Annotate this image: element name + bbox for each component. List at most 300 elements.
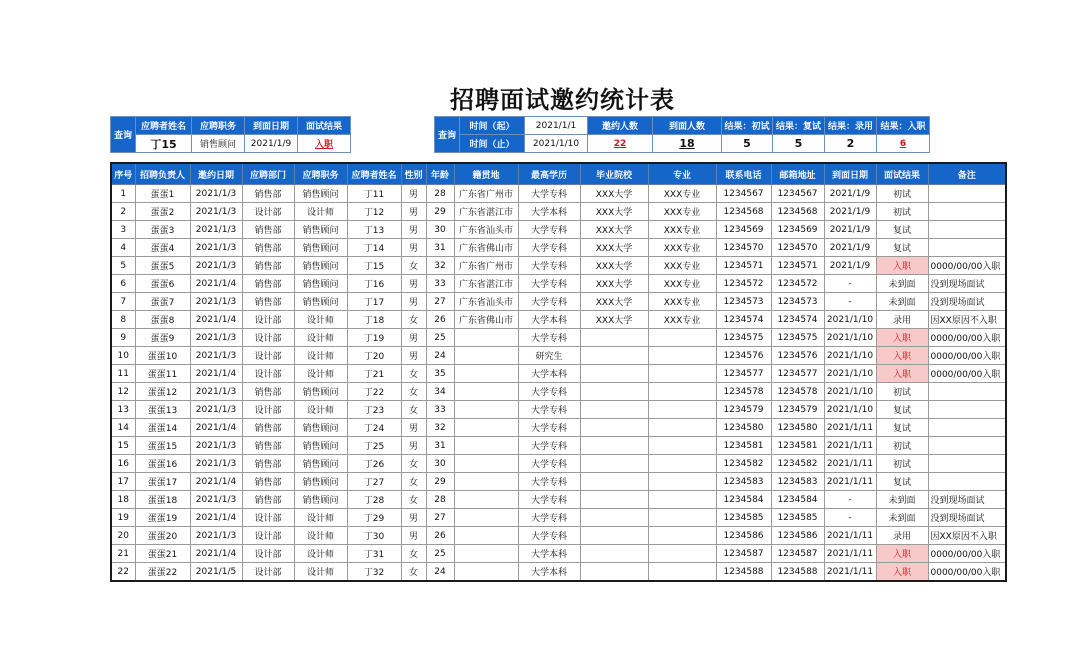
table-cell[interactable]: 销售部	[242, 491, 294, 509]
table-cell[interactable]: 蛋蛋2	[135, 203, 190, 221]
table-cell[interactable]: 1234569	[716, 221, 771, 239]
table-cell[interactable]: 男	[401, 419, 426, 437]
table-cell[interactable]: XXX大学	[580, 311, 648, 329]
table-cell[interactable]	[454, 563, 518, 582]
table-cell[interactable]: 1234579	[716, 401, 771, 419]
table-cell[interactable]: 男	[401, 347, 426, 365]
table-cell[interactable]: 1234585	[716, 509, 771, 527]
table-cell[interactable]: 复试	[876, 221, 928, 239]
table-cell[interactable]: 2021/1/10	[824, 401, 876, 419]
table-cell[interactable]: 销售顾问	[294, 239, 347, 257]
table-cell[interactable]: 32	[426, 257, 454, 275]
table-cell[interactable]: -	[824, 491, 876, 509]
table-cell[interactable]: 男	[401, 437, 426, 455]
table-cell[interactable]: 27	[426, 293, 454, 311]
table-cell[interactable]: 30	[426, 221, 454, 239]
table-cell[interactable]	[580, 437, 648, 455]
table-cell[interactable]: 28	[426, 185, 454, 203]
table-cell[interactable]: 丁21	[347, 365, 401, 383]
time-end-input[interactable]: 2021/1/10	[525, 135, 588, 153]
table-cell[interactable]: 蛋蛋16	[135, 455, 190, 473]
table-cell[interactable]: 销售顾问	[294, 383, 347, 401]
table-cell[interactable]: -	[824, 293, 876, 311]
table-cell[interactable]: 男	[401, 509, 426, 527]
table-cell[interactable]: 1234570	[716, 239, 771, 257]
table-cell[interactable]: 销售顾问	[294, 455, 347, 473]
table-cell[interactable]: 1234573	[771, 293, 824, 311]
table-cell[interactable]: 9	[111, 329, 135, 347]
table-cell[interactable]: 丁26	[347, 455, 401, 473]
table-cell[interactable]: 1234580	[716, 419, 771, 437]
table-cell[interactable]: XXX大学	[580, 185, 648, 203]
table-cell[interactable]: 丁20	[347, 347, 401, 365]
table-cell[interactable]: 大学本科	[518, 311, 580, 329]
table-cell[interactable]: 26	[426, 527, 454, 545]
table-cell[interactable]: 女	[401, 257, 426, 275]
table-cell[interactable]: 1	[111, 185, 135, 203]
table-cell[interactable]	[580, 473, 648, 491]
table-cell[interactable]: 销售顾问	[294, 275, 347, 293]
table-cell[interactable]: 销售顾问	[294, 185, 347, 203]
table-cell[interactable]: 设计师	[294, 365, 347, 383]
table-cell[interactable]	[648, 347, 716, 365]
table-cell[interactable]: 1234584	[771, 491, 824, 509]
table-cell[interactable]: 设计师	[294, 401, 347, 419]
table-cell[interactable]: 1234578	[771, 383, 824, 401]
table-cell[interactable]: 29	[426, 473, 454, 491]
table-cell[interactable]: 4	[111, 239, 135, 257]
table-cell[interactable]	[454, 491, 518, 509]
table-cell[interactable]: 大学专科	[518, 329, 580, 347]
table-cell[interactable]: XXX大学	[580, 203, 648, 221]
table-cell[interactable]: 未到面	[876, 491, 928, 509]
table-cell[interactable]: 13	[111, 401, 135, 419]
table-cell[interactable]: 销售部	[242, 275, 294, 293]
table-cell[interactable]: 1234574	[716, 311, 771, 329]
table-cell[interactable]	[928, 221, 1006, 239]
table-cell[interactable]: 2021/1/3	[190, 293, 242, 311]
table-cell[interactable]: 蛋蛋6	[135, 275, 190, 293]
table-cell[interactable]: 0000/00/00入职	[928, 365, 1006, 383]
table-cell[interactable]: XXX大学	[580, 293, 648, 311]
table-cell[interactable]: 0000/00/00入职	[928, 545, 1006, 563]
table-cell[interactable]: 5	[111, 257, 135, 275]
table-cell[interactable]: 2021/1/3	[190, 257, 242, 275]
table-cell[interactable]: 男	[401, 293, 426, 311]
table-cell[interactable]	[580, 383, 648, 401]
table-cell[interactable]: 初试	[876, 203, 928, 221]
table-cell[interactable]: XXX专业	[648, 221, 716, 239]
table-cell[interactable]: 蛋蛋19	[135, 509, 190, 527]
table-cell[interactable]: 蛋蛋4	[135, 239, 190, 257]
table-cell[interactable]: 2021/1/9	[824, 257, 876, 275]
table-cell[interactable]	[928, 437, 1006, 455]
table-cell[interactable]: 2021/1/10	[824, 347, 876, 365]
table-cell[interactable]: 2021/1/3	[190, 203, 242, 221]
table-cell[interactable]: 销售部	[242, 383, 294, 401]
table-cell[interactable]: 2021/1/3	[190, 401, 242, 419]
query-input-name[interactable]: 丁15	[136, 135, 192, 153]
table-cell[interactable]: XXX专业	[648, 311, 716, 329]
table-cell[interactable]: 2021/1/11	[824, 527, 876, 545]
table-cell[interactable]: XXX大学	[580, 239, 648, 257]
table-cell[interactable]: 销售部	[242, 455, 294, 473]
table-cell[interactable]	[454, 545, 518, 563]
table-cell[interactable]: 未到面	[876, 293, 928, 311]
table-cell[interactable]: 8	[111, 311, 135, 329]
table-cell[interactable]: 大学专科	[518, 275, 580, 293]
table-cell[interactable]	[648, 401, 716, 419]
table-cell[interactable]: 女	[401, 491, 426, 509]
table-cell[interactable]: 复试	[876, 419, 928, 437]
table-cell[interactable]: 设计部	[242, 365, 294, 383]
table-cell[interactable]: 3	[111, 221, 135, 239]
table-cell[interactable]: 广东省湛江市	[454, 275, 518, 293]
table-cell[interactable]: XXX大学	[580, 275, 648, 293]
table-cell[interactable]	[928, 185, 1006, 203]
table-cell[interactable]: 24	[426, 563, 454, 582]
table-cell[interactable]: 设计师	[294, 203, 347, 221]
table-cell[interactable]: 大学专科	[518, 383, 580, 401]
table-cell[interactable]: 初试	[876, 383, 928, 401]
table-cell[interactable]: 设计部	[242, 509, 294, 527]
table-cell[interactable]: 2021/1/10	[824, 383, 876, 401]
table-cell[interactable]: 1234576	[716, 347, 771, 365]
table-cell[interactable]: 没到现场面试	[928, 509, 1006, 527]
table-cell[interactable]: 入职	[876, 257, 928, 275]
table-cell[interactable]: 男	[401, 527, 426, 545]
table-cell[interactable]: 男	[401, 203, 426, 221]
table-cell[interactable]: 35	[426, 365, 454, 383]
table-cell[interactable]: 复试	[876, 473, 928, 491]
table-cell[interactable]: 大学专科	[518, 527, 580, 545]
table-cell[interactable]: 30	[426, 455, 454, 473]
table-cell[interactable]	[580, 455, 648, 473]
table-cell[interactable]: 销售部	[242, 473, 294, 491]
table-cell[interactable]: 大学本科	[518, 563, 580, 582]
table-cell[interactable]: 初试	[876, 185, 928, 203]
table-cell[interactable]: 蛋蛋17	[135, 473, 190, 491]
table-cell[interactable]: 大学专科	[518, 239, 580, 257]
table-cell[interactable]: XXX专业	[648, 203, 716, 221]
table-cell[interactable]: 蛋蛋21	[135, 545, 190, 563]
table-cell[interactable]: 设计师	[294, 509, 347, 527]
table-cell[interactable]: 女	[401, 365, 426, 383]
table-cell[interactable]: 31	[426, 437, 454, 455]
table-cell[interactable]	[648, 365, 716, 383]
table-cell[interactable]: 广东省湛江市	[454, 203, 518, 221]
table-cell[interactable]: 31	[426, 239, 454, 257]
table-cell[interactable]	[648, 383, 716, 401]
table-cell[interactable]: 蛋蛋15	[135, 437, 190, 455]
table-cell[interactable]: 33	[426, 275, 454, 293]
table-cell[interactable]: 设计师	[294, 347, 347, 365]
table-cell[interactable]: 33	[426, 401, 454, 419]
table-cell[interactable]: 未到面	[876, 275, 928, 293]
table-cell[interactable]: 丁14	[347, 239, 401, 257]
table-cell[interactable]: 1234586	[771, 527, 824, 545]
table-cell[interactable]: 丁15	[347, 257, 401, 275]
table-cell[interactable]: 设计部	[242, 311, 294, 329]
table-cell[interactable]: 大学专科	[518, 185, 580, 203]
table-cell[interactable]: 2021/1/4	[190, 473, 242, 491]
table-cell[interactable]: 因XX原因不入职	[928, 527, 1006, 545]
table-cell[interactable]	[580, 347, 648, 365]
table-cell[interactable]	[648, 563, 716, 582]
table-cell[interactable]: 2021/1/11	[824, 545, 876, 563]
table-cell[interactable]: 2021/1/3	[190, 527, 242, 545]
table-cell[interactable]: 丁18	[347, 311, 401, 329]
table-cell[interactable]: 1234587	[771, 545, 824, 563]
table-cell[interactable]: 2021/1/11	[824, 437, 876, 455]
table-cell[interactable]: 2021/1/4	[190, 311, 242, 329]
table-cell[interactable]: 广东省汕头市	[454, 293, 518, 311]
table-cell[interactable]: 2021/1/10	[824, 311, 876, 329]
table-cell[interactable]: 大学本科	[518, 203, 580, 221]
table-cell[interactable]: 1234585	[771, 509, 824, 527]
table-cell[interactable]: 设计部	[242, 401, 294, 419]
table-cell[interactable]: 12	[111, 383, 135, 401]
table-cell[interactable]: 大学专科	[518, 257, 580, 275]
table-cell[interactable]: 丁13	[347, 221, 401, 239]
table-cell[interactable]	[580, 491, 648, 509]
table-cell[interactable]: 设计师	[294, 527, 347, 545]
table-cell[interactable]: 2021/1/4	[190, 275, 242, 293]
table-cell[interactable]: 广东省广州市	[454, 257, 518, 275]
table-cell[interactable]: 设计师	[294, 311, 347, 329]
table-cell[interactable]: 2021/1/10	[824, 329, 876, 347]
table-cell[interactable]: 男	[401, 275, 426, 293]
table-cell[interactable]: 入职	[876, 545, 928, 563]
table-cell[interactable]: 1234588	[716, 563, 771, 582]
table-cell[interactable]: 广东省广州市	[454, 185, 518, 203]
table-cell[interactable]: 2021/1/3	[190, 329, 242, 347]
table-cell[interactable]	[580, 419, 648, 437]
table-cell[interactable]: 蛋蛋18	[135, 491, 190, 509]
table-cell[interactable]: 2021/1/9	[824, 203, 876, 221]
table-cell[interactable]: 女	[401, 545, 426, 563]
table-cell[interactable]: 录用	[876, 311, 928, 329]
table-cell[interactable]: 1234567	[771, 185, 824, 203]
table-cell[interactable]	[928, 419, 1006, 437]
table-cell[interactable]: -	[824, 509, 876, 527]
table-cell[interactable]: 丁25	[347, 437, 401, 455]
table-cell[interactable]: 大学专科	[518, 437, 580, 455]
table-cell[interactable]: 丁24	[347, 419, 401, 437]
table-cell[interactable]: 大学专科	[518, 401, 580, 419]
table-cell[interactable]: 丁16	[347, 275, 401, 293]
table-cell[interactable]: 2021/1/4	[190, 365, 242, 383]
table-cell[interactable]: 2021/1/9	[824, 185, 876, 203]
table-cell[interactable]	[648, 419, 716, 437]
table-cell[interactable]: 1234575	[716, 329, 771, 347]
table-cell[interactable]: 22	[111, 563, 135, 582]
table-cell[interactable]	[580, 509, 648, 527]
table-cell[interactable]	[928, 473, 1006, 491]
table-cell[interactable]: 1234571	[771, 257, 824, 275]
table-cell[interactable]: 丁17	[347, 293, 401, 311]
table-cell[interactable]: 男	[401, 185, 426, 203]
table-cell[interactable]: 设计部	[242, 329, 294, 347]
table-cell[interactable]	[580, 527, 648, 545]
table-cell[interactable]: 丁30	[347, 527, 401, 545]
table-cell[interactable]: 2021/1/3	[190, 383, 242, 401]
table-cell[interactable]: 34	[426, 383, 454, 401]
table-cell[interactable]: 15	[111, 437, 135, 455]
table-cell[interactable]: 32	[426, 419, 454, 437]
table-cell[interactable]: 2021/1/3	[190, 221, 242, 239]
table-cell[interactable]	[454, 509, 518, 527]
table-cell[interactable]: 25	[426, 545, 454, 563]
table-cell[interactable]: 销售部	[242, 437, 294, 455]
table-cell[interactable]: 1234581	[771, 437, 824, 455]
table-cell[interactable]: 设计部	[242, 347, 294, 365]
table-cell[interactable]: 7	[111, 293, 135, 311]
table-cell[interactable]: -	[824, 275, 876, 293]
table-cell[interactable]: 女	[401, 401, 426, 419]
table-cell[interactable]: 1234572	[716, 275, 771, 293]
table-cell[interactable]	[454, 365, 518, 383]
table-cell[interactable]: 销售部	[242, 419, 294, 437]
table-cell[interactable]	[648, 437, 716, 455]
table-cell[interactable]: XXX专业	[648, 293, 716, 311]
table-cell[interactable]: 丁11	[347, 185, 401, 203]
table-cell[interactable]: 销售部	[242, 221, 294, 239]
table-cell[interactable]: 录用	[876, 527, 928, 545]
table-cell[interactable]: 蛋蛋8	[135, 311, 190, 329]
table-cell[interactable]: 10	[111, 347, 135, 365]
table-cell[interactable]: 25	[426, 329, 454, 347]
table-cell[interactable]: 1234580	[771, 419, 824, 437]
table-cell[interactable]: 入职	[876, 365, 928, 383]
table-cell[interactable]: 0000/00/00入职	[928, 257, 1006, 275]
table-cell[interactable]: 销售部	[242, 239, 294, 257]
table-cell[interactable]: 男	[401, 221, 426, 239]
table-cell[interactable]	[648, 329, 716, 347]
table-cell[interactable]: 丁29	[347, 509, 401, 527]
table-cell[interactable]: 设计部	[242, 563, 294, 582]
table-cell[interactable]: 女	[401, 455, 426, 473]
table-cell[interactable]: 19	[111, 509, 135, 527]
table-cell[interactable]: 1234576	[771, 347, 824, 365]
table-cell[interactable]: 复试	[876, 239, 928, 257]
table-cell[interactable]: 丁27	[347, 473, 401, 491]
table-cell[interactable]: 1234579	[771, 401, 824, 419]
table-cell[interactable]: 因XX原因不入职	[928, 311, 1006, 329]
table-cell[interactable]: 26	[426, 311, 454, 329]
table-cell[interactable]: 0000/00/00入职	[928, 329, 1006, 347]
table-cell[interactable]: 1234583	[716, 473, 771, 491]
table-cell[interactable]: 1234587	[716, 545, 771, 563]
table-cell[interactable]: 销售顾问	[294, 293, 347, 311]
table-cell[interactable]: 蛋蛋10	[135, 347, 190, 365]
table-cell[interactable]: 1234582	[716, 455, 771, 473]
table-cell[interactable]: XXX专业	[648, 239, 716, 257]
table-cell[interactable]: 销售顾问	[294, 257, 347, 275]
table-cell[interactable]	[648, 545, 716, 563]
table-cell[interactable]: 2021/1/3	[190, 491, 242, 509]
table-cell[interactable]: 蛋蛋20	[135, 527, 190, 545]
table-cell[interactable]: 蛋蛋5	[135, 257, 190, 275]
table-cell[interactable]: 入职	[876, 563, 928, 582]
table-cell[interactable]: 1234581	[716, 437, 771, 455]
table-cell[interactable]: 丁19	[347, 329, 401, 347]
table-cell[interactable]: 1234578	[716, 383, 771, 401]
table-cell[interactable]	[454, 527, 518, 545]
table-cell[interactable]: 1234570	[771, 239, 824, 257]
table-cell[interactable]: 蛋蛋9	[135, 329, 190, 347]
table-cell[interactable]: 销售部	[242, 257, 294, 275]
table-cell[interactable]: 1234571	[716, 257, 771, 275]
table-cell[interactable]: 11	[111, 365, 135, 383]
table-cell[interactable]	[454, 473, 518, 491]
table-cell[interactable]: 设计部	[242, 545, 294, 563]
table-cell[interactable]: 丁22	[347, 383, 401, 401]
table-cell[interactable]: 16	[111, 455, 135, 473]
table-cell[interactable]	[454, 347, 518, 365]
table-cell[interactable]: 大学专科	[518, 293, 580, 311]
table-cell[interactable]	[648, 491, 716, 509]
table-cell[interactable]: 男	[401, 239, 426, 257]
table-cell[interactable]: 女	[401, 473, 426, 491]
table-cell[interactable]: 1234569	[771, 221, 824, 239]
table-cell[interactable]: 1234575	[771, 329, 824, 347]
table-cell[interactable]	[648, 455, 716, 473]
table-cell[interactable]: 蛋蛋1	[135, 185, 190, 203]
table-cell[interactable]: 21	[111, 545, 135, 563]
table-cell[interactable]: 2021/1/11	[824, 419, 876, 437]
table-cell[interactable]: 1234572	[771, 275, 824, 293]
table-cell[interactable]: 初试	[876, 455, 928, 473]
table-cell[interactable]	[454, 437, 518, 455]
table-cell[interactable]	[648, 509, 716, 527]
table-cell[interactable]: 17	[111, 473, 135, 491]
table-cell[interactable]: XXX大学	[580, 221, 648, 239]
table-cell[interactable]: 男	[401, 329, 426, 347]
table-cell[interactable]: 大学专科	[518, 509, 580, 527]
table-cell[interactable]: 广东省佛山市	[454, 311, 518, 329]
table-cell[interactable]: 0000/00/00入职	[928, 563, 1006, 582]
table-cell[interactable]: 蛋蛋12	[135, 383, 190, 401]
table-cell[interactable]: 蛋蛋3	[135, 221, 190, 239]
table-cell[interactable]: XXX专业	[648, 257, 716, 275]
table-cell[interactable]: 1234568	[716, 203, 771, 221]
table-cell[interactable]: 广东省汕头市	[454, 221, 518, 239]
table-cell[interactable]: 2	[111, 203, 135, 221]
table-cell[interactable]: 没到现场面试	[928, 275, 1006, 293]
table-cell[interactable]	[928, 401, 1006, 419]
table-cell[interactable]	[580, 365, 648, 383]
table-cell[interactable]: 1234568	[771, 203, 824, 221]
table-cell[interactable]: 女	[401, 311, 426, 329]
table-cell[interactable]	[928, 203, 1006, 221]
table-cell[interactable]: 没到现场面试	[928, 491, 1006, 509]
table-cell[interactable]: 丁32	[347, 563, 401, 582]
table-cell[interactable]: 销售顾问	[294, 221, 347, 239]
table-cell[interactable]: 蛋蛋22	[135, 563, 190, 582]
table-cell[interactable]: 2021/1/11	[824, 455, 876, 473]
table-cell[interactable]: 18	[111, 491, 135, 509]
table-cell[interactable]: 6	[111, 275, 135, 293]
table-cell[interactable]: XXX专业	[648, 275, 716, 293]
table-cell[interactable]: 2021/1/3	[190, 185, 242, 203]
table-cell[interactable]	[648, 527, 716, 545]
table-cell[interactable]: 销售顾问	[294, 491, 347, 509]
table-cell[interactable]: 14	[111, 419, 135, 437]
table-cell[interactable]: 大学专科	[518, 419, 580, 437]
table-cell[interactable]: 2021/1/3	[190, 347, 242, 365]
table-cell[interactable]: 丁12	[347, 203, 401, 221]
